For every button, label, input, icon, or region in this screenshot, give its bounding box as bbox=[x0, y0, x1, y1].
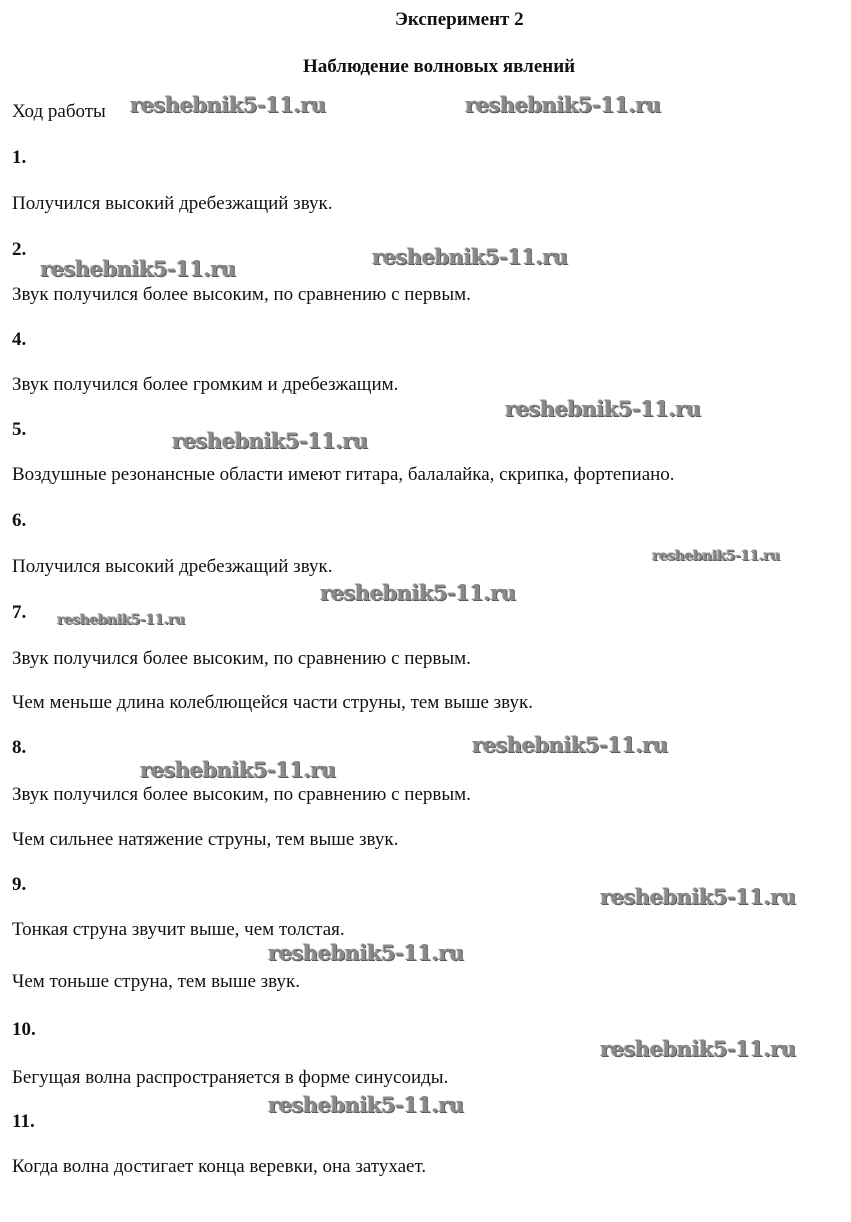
item-number: 1. bbox=[12, 147, 27, 168]
page-subtitle: Наблюдение волновых явлений bbox=[303, 56, 576, 77]
watermark: reshebnik5-11.ru bbox=[600, 1036, 796, 1061]
item-text: Бегущая волна распространяется в форме синусоиды. bbox=[12, 1067, 449, 1088]
item-text: Чем тоньше струна, тем выше звук. bbox=[12, 971, 300, 992]
item-text: Получился высокий дребезжащий звук. bbox=[12, 556, 333, 577]
watermark: reshebnik5-11.ru bbox=[172, 428, 368, 453]
item-text: Когда волна достигает конца веревки, она затухает. bbox=[12, 1156, 427, 1177]
item-text: Воздушные резонансные области имеют гитара, балалайка, скрипка, фортепиано. bbox=[12, 464, 675, 485]
watermark: reshebnik5-11.ru bbox=[40, 256, 236, 281]
item-text: Звук получился более высоким, по сравнению с первым. bbox=[12, 784, 471, 805]
item-text: Звук получился более высоким, по сравнению с первым. bbox=[12, 648, 471, 669]
watermark: reshebnik5-11.ru bbox=[465, 92, 661, 117]
page-title: Эксперимент 2 bbox=[395, 9, 524, 30]
item-number: 11. bbox=[12, 1111, 35, 1132]
item-number: 10. bbox=[12, 1019, 36, 1040]
watermark: reshebnik5-11.ru bbox=[600, 884, 796, 909]
watermark: reshebnik5-11.ru bbox=[268, 1092, 464, 1117]
watermark: reshebnik5-11.ru bbox=[320, 580, 516, 605]
intro-text: Ход работы bbox=[12, 101, 106, 122]
item-text: Звук получился более высоким, по сравнению с первым. bbox=[12, 284, 471, 305]
watermark: reshebnik5-11.ru bbox=[505, 396, 701, 421]
item-number: 9. bbox=[12, 874, 27, 895]
item-number: 8. bbox=[12, 737, 27, 758]
item-number: 7. bbox=[12, 602, 27, 623]
watermark: reshebnik5-11.ru bbox=[652, 548, 780, 564]
item-text: Чем сильнее натяжение струны, тем выше звук. bbox=[12, 829, 399, 850]
watermark: reshebnik5-11.ru bbox=[472, 732, 668, 757]
item-number: 6. bbox=[12, 510, 27, 531]
watermark: reshebnik5-11.ru bbox=[140, 757, 336, 782]
watermark: reshebnik5-11.ru bbox=[268, 940, 464, 965]
item-number: 5. bbox=[12, 419, 27, 440]
item-number: 4. bbox=[12, 329, 27, 350]
item-text: Звук получился более громким и дребезжащим. bbox=[12, 374, 399, 395]
item-text: Получился высокий дребезжащий звук. bbox=[12, 193, 333, 214]
watermark: reshebnik5-11.ru bbox=[372, 244, 568, 269]
item-text: Тонкая струна звучит выше, чем толстая. bbox=[12, 919, 345, 940]
watermark: reshebnik5-11.ru bbox=[57, 612, 185, 628]
item-text: Чем меньше длина колеблющейся части струны, тем выше звук. bbox=[12, 692, 533, 713]
watermark: reshebnik5-11.ru bbox=[130, 92, 326, 117]
item-number: 2. bbox=[12, 239, 27, 260]
